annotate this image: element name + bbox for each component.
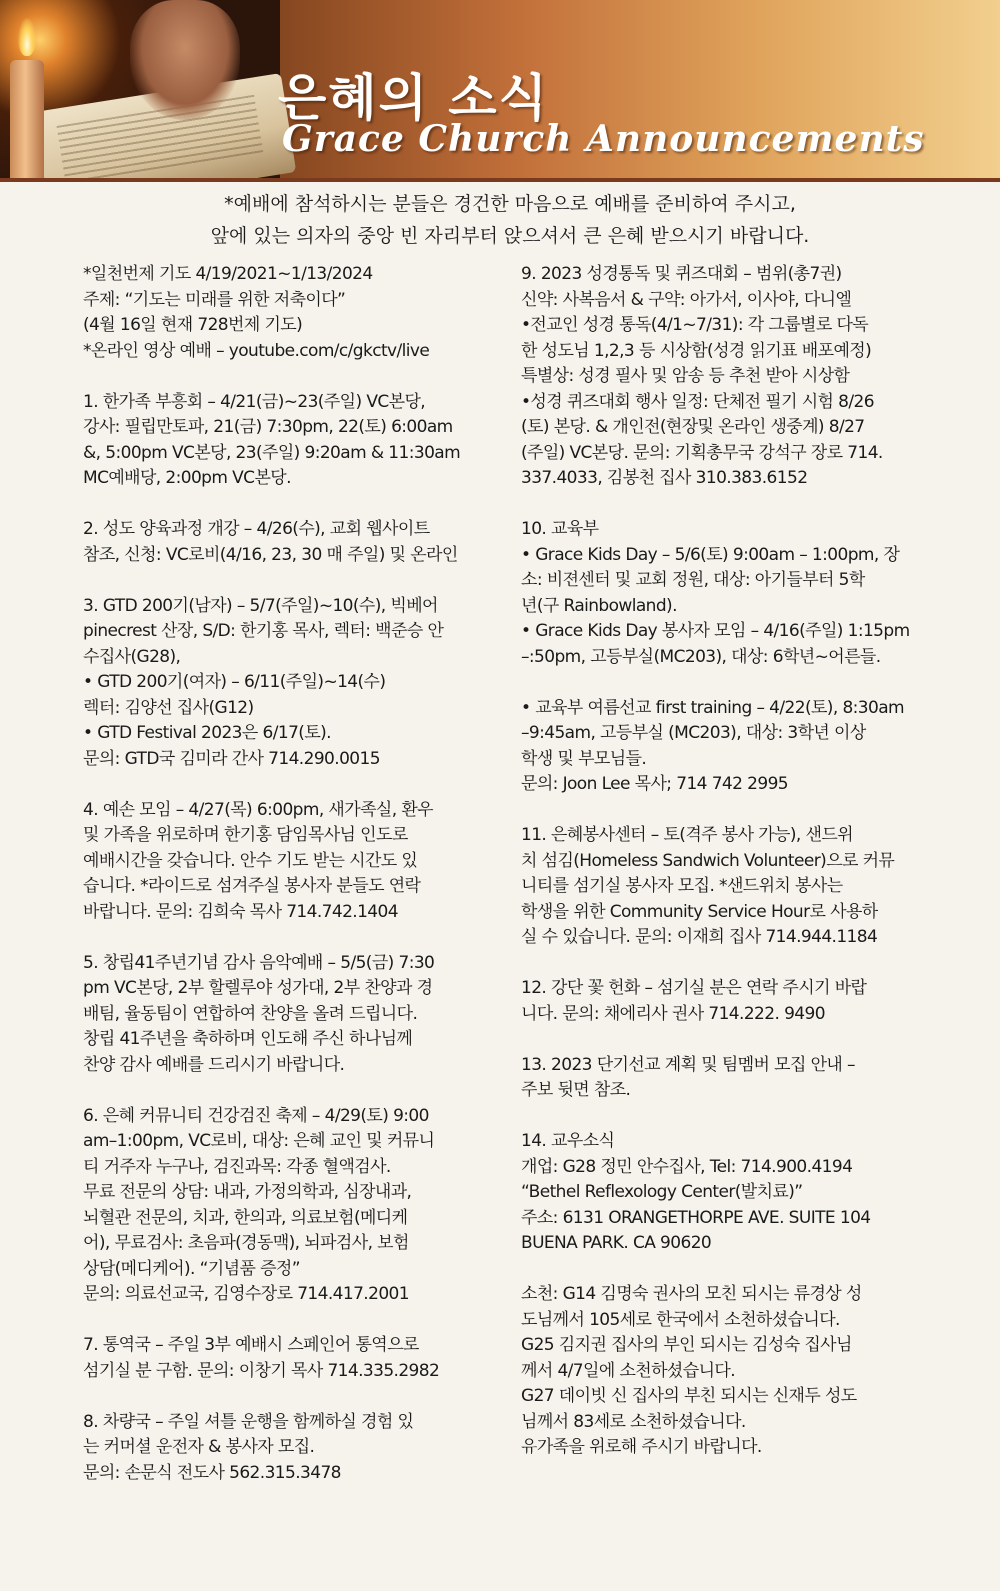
announcement-line: am–1:00pm, VC로비, 대상: 은혜 교인 및 커뮤니 bbox=[83, 1131, 435, 1151]
announcement-line: 특별상: 성경 필사 및 암송 등 추천 받아 시상함 bbox=[521, 366, 850, 386]
announcement-line: 및 가족을 위로하며 한기홍 담임목사님 인도로 bbox=[83, 825, 408, 845]
announcement-line: 치 섬김(Homeless Sandwich Volunteer)으로 커뮤 bbox=[521, 850, 895, 871]
announcement-line: 문의: Joon Lee 목사; 714 742 2995 bbox=[521, 774, 789, 794]
announcement-line: 참조, 신청: VC로비(4/16, 23, 30 매 주일) 및 온라인 bbox=[83, 544, 458, 565]
announcement-line: 3. GTD 200기(남자) – 5/7(주일)~10(수), 빅베어 bbox=[83, 595, 438, 616]
announcement-line: 예배시간을 갖습니다. 안수 기도 받는 시간도 있 bbox=[83, 850, 418, 871]
announcement-line: pm VC본당, 2부 할렐루야 성가대, 2부 찬양과 경 bbox=[83, 978, 433, 998]
announcement-item bbox=[83, 1104, 506, 1308]
announcement-item bbox=[521, 1129, 947, 1257]
announcement-line: • Grace Kids Day – 5/6(토) 9:00am – 1:00pm, 장 bbox=[521, 544, 900, 565]
announcement-item bbox=[521, 696, 947, 798]
announcement-line: 2. 성도 양육과정 개강 – 4/26(수), 교회 웹사이트 bbox=[83, 519, 430, 539]
announcement-line: 13. 2023 단기선교 계획 및 팀멤버 모집 안내 – bbox=[521, 1054, 855, 1075]
announcement-line: 337.4033, 김봉천 집사 310.383.6152 bbox=[521, 468, 808, 488]
header-banner bbox=[0, 0, 1000, 178]
announcement-line: 문의: 손문식 전도사 562.315.3478 bbox=[83, 1462, 341, 1483]
announcement-item bbox=[521, 262, 947, 492]
announcement-line: 한 성도님 1,2,3 등 시상함(성경 읽기표 배포예정) bbox=[521, 340, 872, 361]
announcement-item bbox=[83, 1333, 506, 1384]
announcement-line: 유가족을 위로해 주시기 바랍니다. bbox=[521, 1437, 762, 1457]
announcement-line: &, 5:00pm VC본당, 23(주일) 9:20am & 11:30am bbox=[83, 442, 461, 463]
announcement-line: 습니다. *라이드로 섬겨주실 봉사자 분들도 연락 bbox=[83, 876, 421, 896]
announcement-line: 10. 교육부 bbox=[521, 519, 599, 539]
announcement-line: 주제: “기도는 미래를 위한 저축이다” bbox=[83, 289, 346, 310]
announcement-line: G25 김지권 집사의 부인 되시는 김성숙 집사님 bbox=[521, 1335, 852, 1355]
worship-notice bbox=[70, 188, 950, 252]
announcement-line: 께서 4/7일에 소천하셨습니다. bbox=[521, 1360, 736, 1381]
announcement-item bbox=[521, 976, 947, 1027]
announcement-item bbox=[83, 798, 506, 926]
announcement-line: *온라인 영상 예배 – youtube.com/c/gkctv/live bbox=[83, 340, 430, 361]
announcement-line: •성경 퀴즈대회 행사 일정: 단체전 필기 시험 8/26 bbox=[521, 391, 874, 412]
announcement-line: (토) 본당. & 개인전(현장및 온라인 생중계) 8/27 bbox=[521, 417, 865, 437]
announcement-line: 수집사(G28), bbox=[83, 646, 181, 667]
announcement-line: 상담(메디케어). “기념품 증정” bbox=[83, 1258, 300, 1279]
announcement-line: 14. 교우소식 bbox=[521, 1131, 615, 1151]
announcement-line: • Grace Kids Day 봉사자 모임 – 4/16(주일) 1:15pm bbox=[521, 621, 910, 641]
announcement-line: (주일) VC본당. 문의: 기획총무국 강석구 장로 714. bbox=[521, 442, 883, 463]
announcement-line: 어), 무료검사: 초음파(경동맥), 뇌파검사, 보험 bbox=[83, 1233, 409, 1253]
announcement-line: • GTD Festival 2023은 6/17(토). bbox=[83, 723, 331, 743]
announcement-line: 섬기실 분 구함. 문의: 이창기 목사 714.335.2982 bbox=[83, 1360, 440, 1381]
announcement-line: 7. 통역국 – 주일 3부 예배시 스페인어 통역으로 bbox=[83, 1335, 419, 1355]
announcement-line: • GTD 200기(여자) – 6/11(주일)~14(수) bbox=[83, 672, 386, 692]
announcement-line: 8. 차량국 – 주일 셔틀 운행을 함께하실 경험 있 bbox=[83, 1411, 414, 1432]
header-divider bbox=[0, 178, 1000, 182]
announcement-item bbox=[521, 1282, 947, 1461]
notice-line: *예배에 참석하시는 분들은 경건한 마음으로 예배를 준비하여 주시고, bbox=[224, 193, 796, 215]
announcement-line: • 교육부 여름선교 first training – 4/22(토), 8:30am bbox=[521, 697, 905, 718]
left-announcement-column bbox=[83, 262, 506, 1512]
announcement-line: MC예배당, 2:00pm VC본당. bbox=[83, 468, 291, 488]
announcement-line: 소: 비젼센터 및 교회 정원, 대상: 아기들부터 5학 bbox=[521, 570, 865, 590]
announcement-line: 5. 창립41주년기념 감사 음악예배 – 5/5(금) 7:30 bbox=[83, 952, 435, 973]
announcement-item bbox=[83, 517, 506, 568]
announcement-item bbox=[83, 1410, 506, 1487]
announcement-line: 신약: 사복음서 & 구약: 아가서, 이사야, 다니엘 bbox=[521, 289, 852, 310]
announcement-line: 는 커머셜 운전자 & 봉사자 모집. bbox=[83, 1437, 315, 1457]
announcement-item bbox=[83, 390, 506, 492]
announcement-item bbox=[521, 1053, 947, 1104]
announcement-item bbox=[83, 262, 506, 364]
notice-line: 앞에 있는 의자의 중앙 빈 자리부터 앉으셔서 큰 은혜 받으시기 바랍니다. bbox=[210, 225, 810, 247]
announcement-line: 니티를 섬기실 봉사자 모집. *샌드위치 봉사는 bbox=[521, 876, 843, 896]
page-title: 은혜의 소식 bbox=[278, 69, 549, 127]
announcement-line: 소천: G14 김명숙 권사의 모친 되시는 류경상 성 bbox=[521, 1284, 862, 1304]
praying-hands-shape bbox=[130, 0, 240, 120]
announcement-line: 바랍니다. 문의: 김희숙 목사 714.742.1404 bbox=[83, 901, 398, 922]
announcement-line: 무료 전문의 상담: 내과, 가정의학과, 심장내과, bbox=[83, 1182, 412, 1202]
announcement-item bbox=[521, 517, 947, 670]
candle-shape bbox=[10, 60, 44, 178]
announcement-line: 도님께서 105세로 한국에서 소천하셨습니다. bbox=[521, 1309, 840, 1330]
announcement-line: 학생을 위한 Community Service Hour로 사용하 bbox=[521, 901, 878, 922]
announcement-line: •전교인 성경 통독(4/1~7/31): 각 그룹별로 다독 bbox=[521, 315, 869, 335]
announcement-line: *일천번제 기도 4/19/2021~1/13/2024 bbox=[83, 264, 373, 284]
announcement-line: 티 거주자 누구나, 검진과목: 각종 혈액검사. bbox=[83, 1156, 391, 1177]
announcement-line: 문의: GTD국 김미라 간사 714.290.0015 bbox=[83, 748, 380, 769]
announcement-line: 주소: 6131 ORANGETHORPE AVE. SUITE 104 bbox=[521, 1207, 871, 1228]
announcement-line: “Bethel Reflexology Center(발치료)” bbox=[521, 1182, 803, 1202]
announcement-line: (4월 16일 현재 728번제 기도) bbox=[83, 315, 303, 335]
announcement-item bbox=[83, 594, 506, 773]
right-announcement-column bbox=[521, 262, 947, 1486]
announcement-line: 개업: G28 정민 안수집사, Tel: 714.900.4194 bbox=[521, 1156, 853, 1177]
announcement-item bbox=[521, 823, 947, 951]
announcement-line: 주보 뒷면 참조. bbox=[521, 1080, 631, 1100]
announcement-line: G27 데이빗 신 집사의 부친 되시는 신재두 성도 bbox=[521, 1386, 857, 1406]
announcement-line: pinecrest 산장, S/D: 한기홍 목사, 렉터: 백준승 안 bbox=[83, 621, 444, 641]
announcement-line: 창립 41주년을 축하하며 인도해 주신 하나님께 bbox=[83, 1029, 413, 1049]
announcement-line: 1. 한가족 부흥회 – 4/21(금)~23(주일) VC본당, bbox=[83, 391, 426, 412]
announcement-line: 11. 은혜봉사센터 – 토(격주 봉사 가능), 샌드위 bbox=[521, 825, 853, 845]
announcement-line: 4. 예손 모임 – 4/27(목) 6:00pm, 새가족실, 환우 bbox=[83, 799, 433, 820]
announcement-line: BUENA PARK. CA 90620 bbox=[521, 1233, 712, 1253]
announcement-line: –:50pm, 고등부실(MC203), 대상: 6학년~어른들. bbox=[521, 646, 881, 667]
announcement-line: 강사: 필립만토파, 21(금) 7:30pm, 22(토) 6:00am bbox=[83, 417, 453, 437]
announcement-line: 님께서 83세로 소천하셨습니다. bbox=[521, 1411, 746, 1432]
announcement-line: 뇌혈관 전문의, 치과, 한의과, 의료보험(메디케 bbox=[83, 1207, 408, 1228]
announcement-item bbox=[83, 951, 506, 1079]
announcement-line: 12. 강단 꽃 헌화 – 섬기실 분은 연락 주시기 바랍 bbox=[521, 978, 867, 998]
candle-flame-icon bbox=[18, 18, 36, 56]
announcement-line: 학생 및 부모님들. bbox=[521, 748, 647, 769]
announcement-line: 실 수 있습니다. 문의: 이재희 집사 714.944.1184 bbox=[521, 927, 878, 947]
announcement-line: 년(구 Rainbowland). bbox=[521, 595, 677, 616]
announcement-line: 찬양 감사 예배를 드리시기 바랍니다. bbox=[83, 1054, 345, 1075]
announcement-line: 배팀, 율동팀이 연합하여 찬양을 올려 드립니다. bbox=[83, 1003, 418, 1024]
announcement-line: –9:45am, 고등부실 (MC203), 대상: 3학년 이상 bbox=[521, 723, 866, 743]
announcement-line: 6. 은혜 커뮤니티 건강검진 축제 – 4/29(토) 9:00 bbox=[83, 1105, 429, 1126]
announcement-line: 문의: 의료선교국, 김영수장로 714.417.2001 bbox=[83, 1284, 409, 1304]
announcement-line: 9. 2023 성경통독 및 퀴즈대회 – 범위(총7권) bbox=[521, 264, 842, 284]
page-subtitle: Grace Church Announcements bbox=[282, 118, 925, 160]
prayer-candle-image bbox=[0, 0, 280, 178]
announcement-line: 니다. 문의: 채에리사 권사 714.222. 9490 bbox=[521, 1003, 825, 1024]
announcement-line: 렉터: 김양선 집사(G12) bbox=[83, 697, 254, 718]
